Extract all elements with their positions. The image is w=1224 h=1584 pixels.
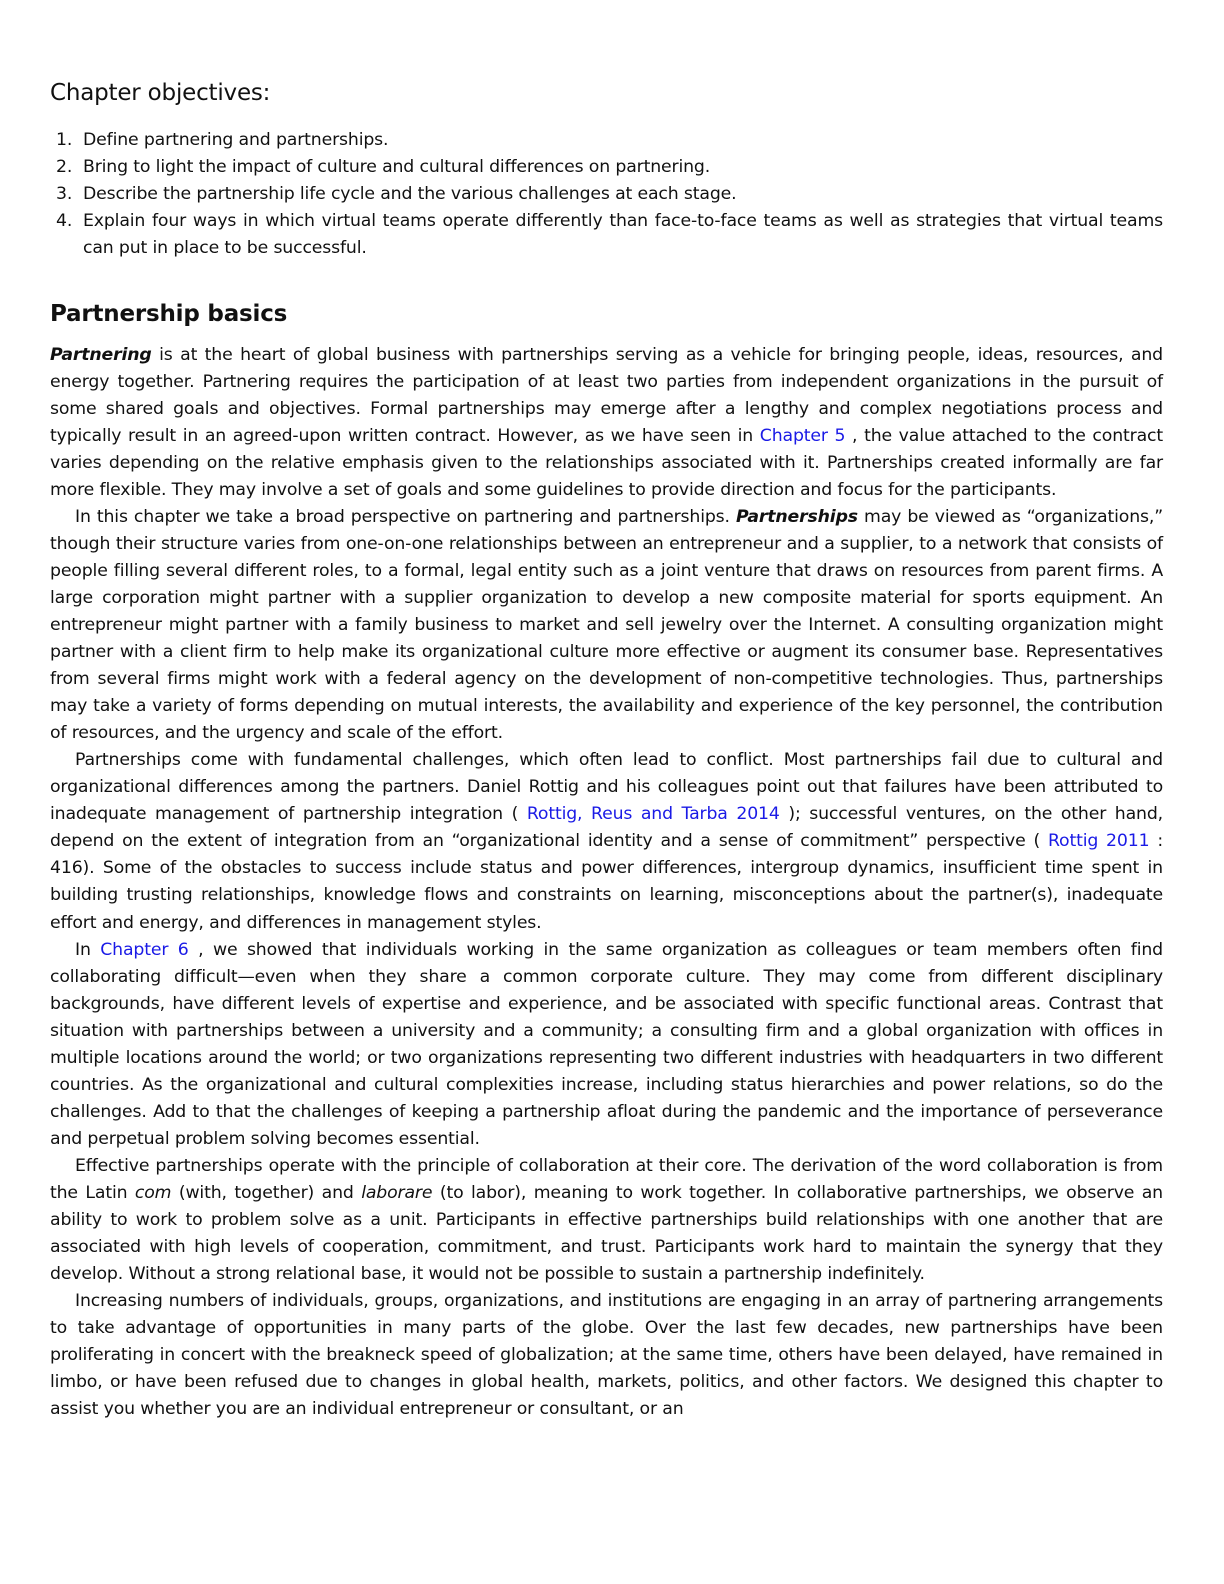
key-term: Partnering <box>50 344 152 365</box>
document-page <box>50 78 1163 1423</box>
section-heading: Partnership basics <box>50 300 288 327</box>
paragraph-text: In this chapter we take a broad perspective on partnering and partnerships. <box>75 506 736 527</box>
objective-item <box>50 127 1163 154</box>
paragraph-text: (with, together) and <box>171 1182 362 1203</box>
paragraph <box>50 342 1163 504</box>
chapter-6-link[interactable]: Chapter 6 <box>100 939 189 960</box>
objective-number: 1. <box>56 130 73 150</box>
paragraph-text: Partnerships come with fundamental challenges, which often lead to conflict. Most partnerships fail due to cultural and organizational differences among the partners. Daniel Rottig and his colleagues point out that failures have been attributed to inadequate management of partnership integration ( <box>50 750 1163 825</box>
paragraph <box>50 1288 1163 1423</box>
objectives-list <box>50 127 1163 262</box>
paragraph <box>50 504 1163 747</box>
objective-text: Bring to light the impact of culture and cultural differences on partnering. <box>83 156 711 177</box>
objective-text: Define partnering and partnerships. <box>83 130 389 150</box>
paragraph-text: , the value attached to the contract varies depending on the relative emphasis given to the relationships associated with it. Partnerships created informally are far more flexible. They may involve a set of goals and some guidelines to provide direction and focus for the participants. <box>50 425 1163 500</box>
key-term: Partnerships <box>736 506 858 527</box>
paragraph-text: ); successful ventures, on the other hand, depend on the extent of integration from an “organizational identity and a sense of commitment” perspective ( <box>50 804 1163 852</box>
section-body <box>50 342 1163 1424</box>
objective-text: Describe the partnership life cycle and the various challenges at each stage. <box>83 183 737 204</box>
objective-item <box>50 154 1163 181</box>
paragraph-text: Effective partnerships operate with the principle of collaboration at their core. The derivation of the word collaboration is from the Latin <box>50 1155 1163 1203</box>
paragraph-text: : 416). Some of the obstacles to success include status and power differences, intergroup dynamics, insufficient time spent in building trusting relationships, knowledge flows and constraints on learning, misconceptions about the partner(s), inadequate effort and energy, and differences in management styles. <box>50 831 1163 933</box>
objective-item <box>50 181 1163 208</box>
objective-item <box>50 208 1163 262</box>
paragraph-text: is at the heart of global business with partnerships serving as a vehicle for bringing people, ideas, resources, and energy together. Partnering requires the participation of at least two parties from independent organizations in the pursuit of some shared goals and objectives. Formal partnerships may emerge after a lengthy and complex negotiations process and typically result in an agreed-upon written contract. However, as we have seen in <box>50 344 1163 446</box>
latin-term: laborare <box>361 1182 433 1203</box>
paragraph <box>50 1153 1163 1288</box>
paragraph-text: In <box>75 939 101 960</box>
citation-link[interactable]: Rottig 2011 <box>1047 831 1150 852</box>
paragraph <box>50 747 1163 936</box>
paragraph <box>50 937 1163 1153</box>
latin-term: com <box>134 1182 172 1203</box>
chapter-5-link[interactable]: Chapter 5 <box>759 425 846 446</box>
objective-text: Explain four ways in which virtual teams operate differently than face-to-face teams as well as strategies that virtual teams can put in place to be successful. <box>83 210 1163 258</box>
citation-link[interactable]: Rottig, Reus and Tarba 2014 <box>526 804 780 825</box>
paragraph-text: Increasing numbers of individuals, groups, organizations, and institutions are engaging in an array of partnering arrangements to take advantage of opportunities in many parts of the globe. Over the last few decades, new partnerships have been proliferating in concert with the breakneck speed of globalization; at the same time, others have been delayed, have remained in limbo, or have been refused due to changes in global health, markets, politics, and other factors. We designed this chapter to assist you whether you are an individual entrepreneur or consultant, or an <box>50 1291 1163 1420</box>
objective-number: 2. <box>56 156 73 177</box>
objective-number: 3. <box>56 183 73 204</box>
paragraph-text: , we showed that individuals working in the same organization as colleagues or team members often find collaborating difficult—even when they share a common corporate culture. They may come from different disciplinary backgrounds, have different levels of expertise and experience, and be associated with specific functional areas. Contrast that situation with partnerships between a university and a community; a consulting firm and a global organization with offices in multiple locations around the world; or two organizations representing two different industries with headquarters in two different countries. As the organizational and cultural complexities increase, including status hierarchies and power relations, so do the challenges. Add to that the challenges of keeping a partnership afloat during the pandemic and the importance of perseverance and perpetual problem solving becomes essential. <box>50 939 1163 1149</box>
paragraph-text: may be viewed as “organizations,” though their structure varies from one-on-one relationships between an entrepreneur and a supplier, to a network that consists of people filling several different roles, to a formal, legal entity such as a joint venture that draws on resources from parent firms. A large corporation might partner with a supplier organization to develop a new composite material for sports equipment. An entrepreneur might partner with a family business to market and sell jewelry over the Internet. A consulting organization might partner with a client firm to help make its organizational culture more effective or augment its consumer base. Representatives from several firms might work with a federal agency on the development of non-competitive technologies. Thus, partnerships may take a variety of forms depending on mutual interests, the availability and experience of the key personnel, the contribution of resources, and the urgency and scale of the effort. <box>50 506 1163 744</box>
objectives-heading: Chapter objectives: <box>50 80 271 106</box>
objective-number: 4. <box>56 210 73 231</box>
paragraph-text: (to labor), meaning to work together. In collaborative partnerships, we observe an ability to work to problem solve as a unit. Participants in effective partnerships build relationships with one another that are associated with high levels of cooperation, commitment, and trust. Participants work hard to maintain the synergy that they develop. Without a strong relational base, it would not be possible to sustain a partnership indefinitely. <box>50 1182 1163 1285</box>
